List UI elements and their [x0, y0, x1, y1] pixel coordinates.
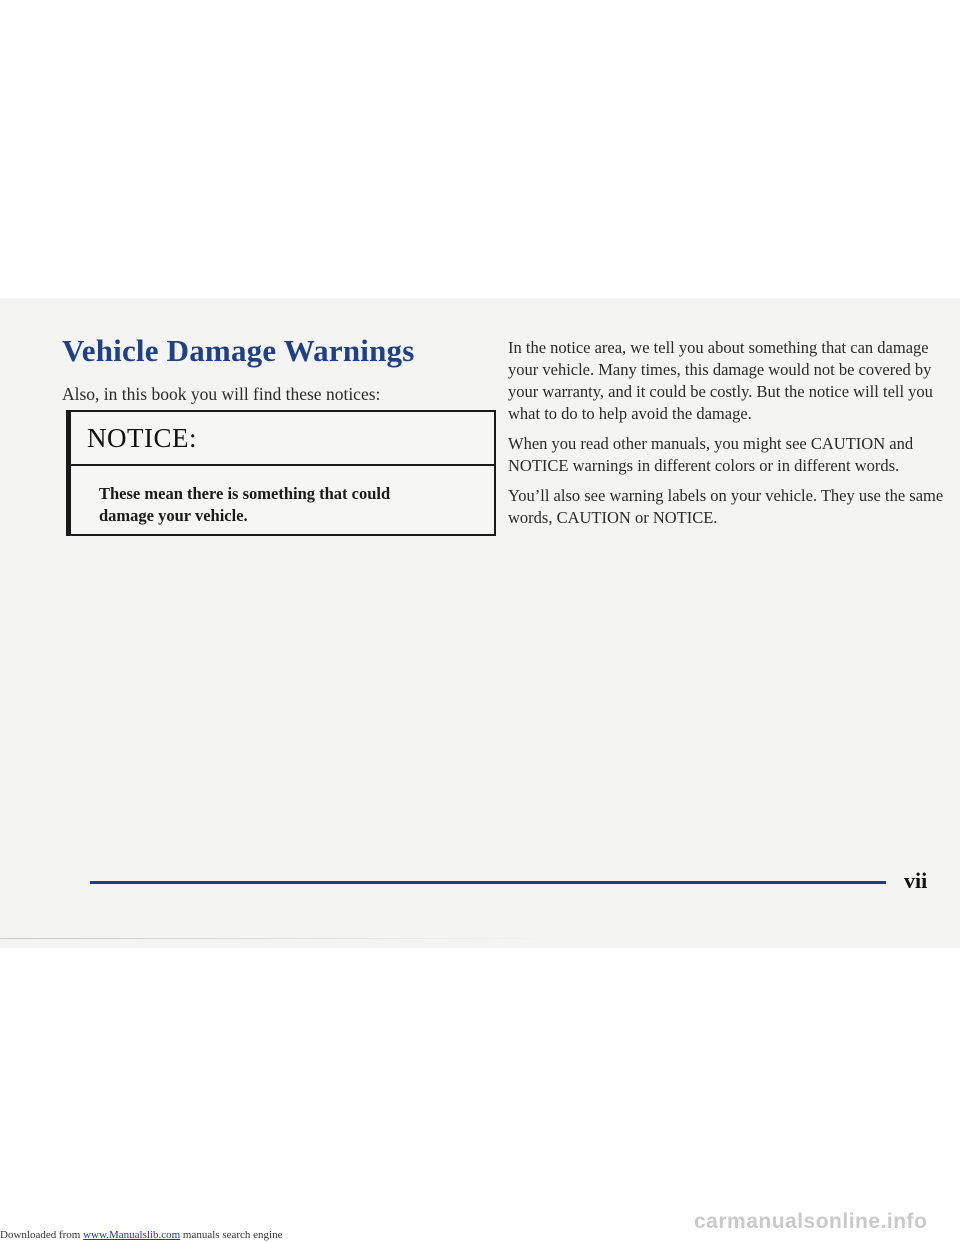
footer-suffix: manuals search engine [180, 1229, 283, 1241]
right-column [508, 337, 948, 537]
manualslib-link[interactable]: www.Manualslib.com [83, 1229, 181, 1241]
intro-text: Also, in this book you will find these notices: [62, 384, 381, 404]
watermark: carmanualsonline.info [694, 1210, 928, 1233]
paragraph-warning-labels: You’ll also see warning labels on your vehicle. They use the same words, CAUTION or NOTICE. [508, 486, 944, 527]
page-number: vii [904, 868, 928, 893]
page-rule [90, 881, 886, 884]
section-title: Vehicle Damage Warnings [62, 333, 415, 368]
footer-prefix: Downloaded from [0, 1229, 84, 1241]
paragraph-other-manuals: When you read other manuals, you might see CAUTION and NOTICE warnings in different colors or in different words. [508, 434, 914, 475]
footer [0, 1229, 282, 1241]
notice-heading: NOTICE: [71, 412, 494, 466]
notice-text: These mean there is something that could damage your vehicle. [99, 484, 391, 525]
paragraph-notice-area: In the notice area, we tell you about something that can damage your vehicle. Many times, this damage would not be covered by your warranty, and it could be costly. But the notice will tell you what to do to help avoid the damage. [508, 338, 933, 423]
notice-box [66, 410, 496, 536]
scan-edge-line [0, 938, 560, 939]
